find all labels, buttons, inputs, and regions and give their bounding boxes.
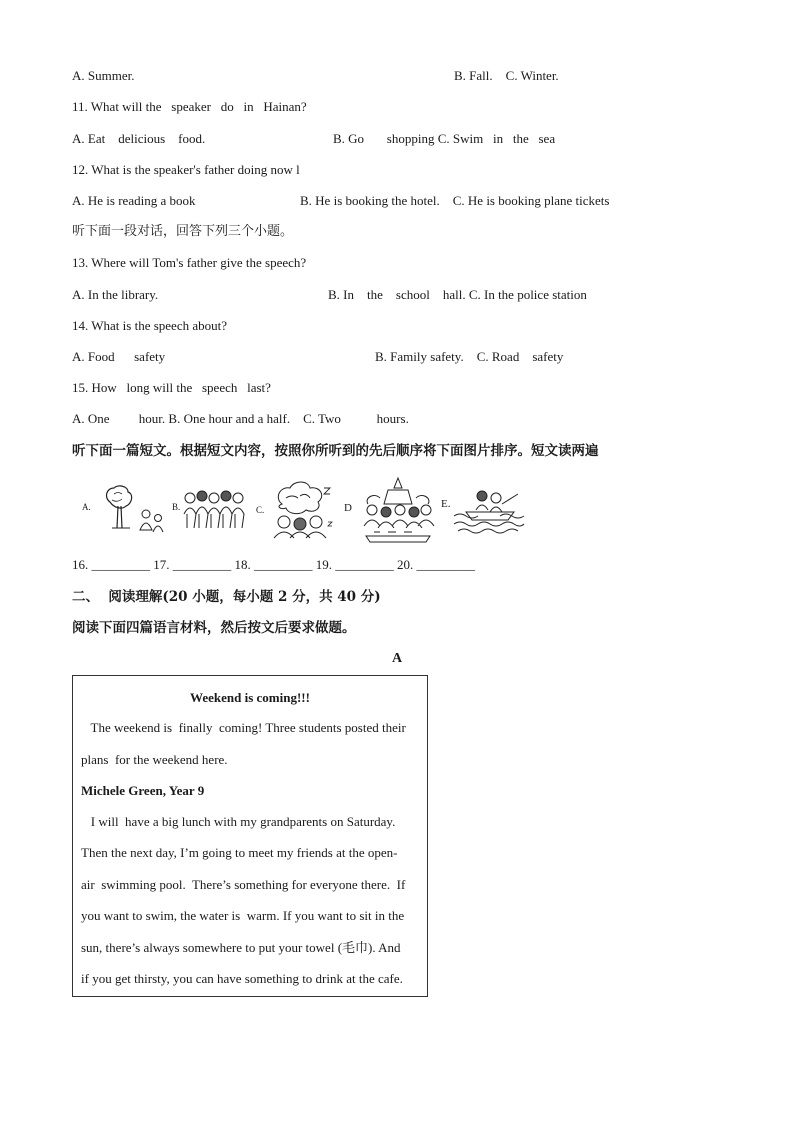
box-title: Weekend is coming!!!	[190, 690, 310, 705]
picture-label-d: D	[344, 502, 352, 514]
q13-stem: 13. Where will Tom's father give the speech?	[72, 255, 307, 270]
q10-option-bc: B. Fall. C. Winter.	[454, 68, 559, 83]
picture-label-e: E.	[441, 498, 451, 510]
sleeping-people-picture-icon	[270, 478, 336, 540]
q11-option-a: A. Eat delicious food.	[72, 131, 206, 146]
answer-blanks: 16. _________ 17. _________ 18. _________ 19. _________ 20. _________	[72, 557, 475, 572]
q15-options: A. One hour. B. One hour and a half. C. Two hours.	[72, 411, 409, 426]
picture-label-c: C.	[256, 505, 265, 515]
box-line: air swimming pool. There’s something for everyone there. If	[81, 877, 406, 892]
q14-option-a: A. Food safety	[72, 349, 166, 364]
q13-option-a: A. In the library.	[72, 287, 159, 302]
tree-people-picture-icon	[100, 484, 170, 534]
q15-stem: 15. How long will the speech last?	[72, 380, 271, 395]
q12-stem: 12. What is the speaker's father doing now l	[72, 162, 300, 177]
passage-box	[72, 675, 428, 997]
q14-option-bc: B. Family safety. C. Road safety	[375, 349, 564, 364]
box-line: Then the next day, I’m going to meet my friends at the open-	[81, 845, 398, 860]
section-dialog-instruction: 听下面一段对话，回答下列三个小题。	[72, 224, 294, 239]
box-line: The weekend is finally coming! Three students posted their	[81, 720, 406, 735]
box-author: Michele Green, Year 9	[81, 783, 205, 798]
box-line: plans for the weekend here.	[81, 752, 228, 767]
q12-option-bc: B. He is booking the hotel. C. He is booking plane tickets	[300, 193, 610, 208]
box-line: if you get thirsty, you can have something to drink at the cafe.	[81, 971, 403, 986]
crowd-picture-icon	[358, 474, 438, 544]
box-line: you want to swim, the water is warm. If you want to sit in the	[81, 908, 405, 923]
box-line: I will have a big lunch with my grandparents on Saturday.	[81, 814, 396, 829]
q12-option-a: A. He is reading a book	[72, 193, 196, 208]
q11-stem: 11. What will the speaker do in Hainan?	[72, 99, 307, 114]
box-line: sun, there’s always somewhere to put your towel (毛巾). And	[81, 940, 401, 955]
picture-label-a: A.	[82, 502, 91, 512]
group-people-picture-icon	[182, 488, 246, 532]
q10-option-a: A. Summer.	[72, 68, 135, 83]
q14-stem: 14. What is the speech about?	[72, 318, 227, 333]
picture-label-b: B.	[172, 502, 181, 512]
part2-title: 二、 阅读理解(20 小题，每小题 2 分，共 40 分)	[72, 589, 381, 605]
part2-instruction: 阅读下面四篇语言材料，然后按文后要求做题。	[72, 620, 356, 636]
q11-option-bc: B. Go shopping C. Swim in the sea	[333, 131, 556, 146]
boat-picture-icon	[452, 486, 526, 534]
section-passage-instruction: 听下面一篇短文。根据短文内容，按照你所听到的先后顺序将下面图片排序。短文读两遍	[72, 443, 599, 459]
passage-letter: A	[392, 651, 403, 666]
q13-option-bc: B. In the school hall. C. In the police station	[328, 287, 587, 302]
